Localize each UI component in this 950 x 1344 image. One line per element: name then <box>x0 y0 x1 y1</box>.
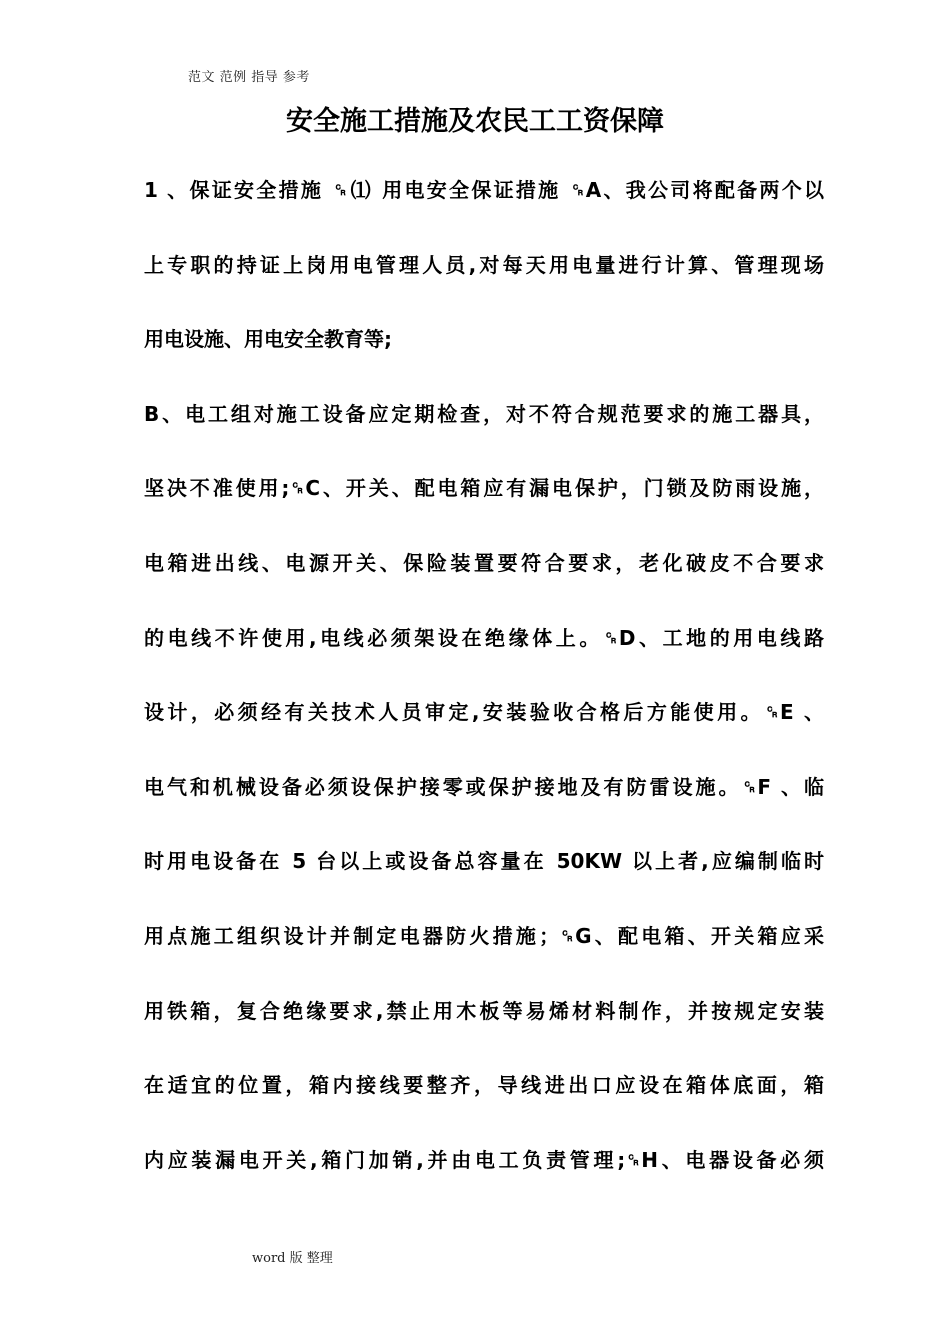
body-line: 1 、保证安全措施 ␍⑴ 用电安全保证措施 ␍A、我公司将配备两个以 <box>144 178 824 202</box>
body-line: 电气和机械设备必须设保护接零或保护接地及有防雷设施。␍F 、临 <box>144 774 824 799</box>
body-line: 设计，必须经有关技术人员审定,安装验收合格后方能使用。␍E 、 <box>144 700 824 725</box>
footer-note: word 版 整理 <box>252 1251 333 1266</box>
body-line: 上专职的持证上岗用电管理人员,对每天用电量进行计算、管理现场 <box>144 252 824 277</box>
body-line: B、电工组对施工设备应定期检查，对不符合规范要求的施工器具， <box>144 401 824 426</box>
body-line: 在适宜的位置，箱内接线要整齐，导线进出口应设在箱体底面，箱 <box>144 1073 824 1098</box>
body-line: 用铁箱，复合绝缘要求,禁止用木板等易烯材料制作，并按规定安装 <box>144 998 824 1023</box>
body-line: 用电设施、用电安全教育等; <box>144 327 392 352</box>
document-body <box>144 153 824 1197</box>
body-line: 的电线不许使用,电线必须架设在绝缘体上。␍D、工地的用电线路 <box>144 625 824 650</box>
body-line: 电箱进出线、电源开关、保险装置要符合要求，老化破皮不合要求 <box>144 550 824 575</box>
body-line: 坚决不准使用;␍C、开关、配电箱应有漏电保护，门锁及防雨设施， <box>144 476 824 501</box>
body-line: 用点施工组织设计并制定电器防火措施；␍G、配电箱、开关箱应采 <box>144 923 824 948</box>
document-title: 安全施工措施及农民工工资保障 <box>286 106 664 137</box>
body-line: 时用电设备在 5 台以上或设备总容量在 50KW 以上者,应编制临时 <box>144 849 824 874</box>
body-line: 内应装漏电开关,箱门加销,并由电工负责管理;␍H、电器设备必须 <box>144 1147 824 1172</box>
header-note: 范文 范例 指导 参考 <box>188 70 310 85</box>
